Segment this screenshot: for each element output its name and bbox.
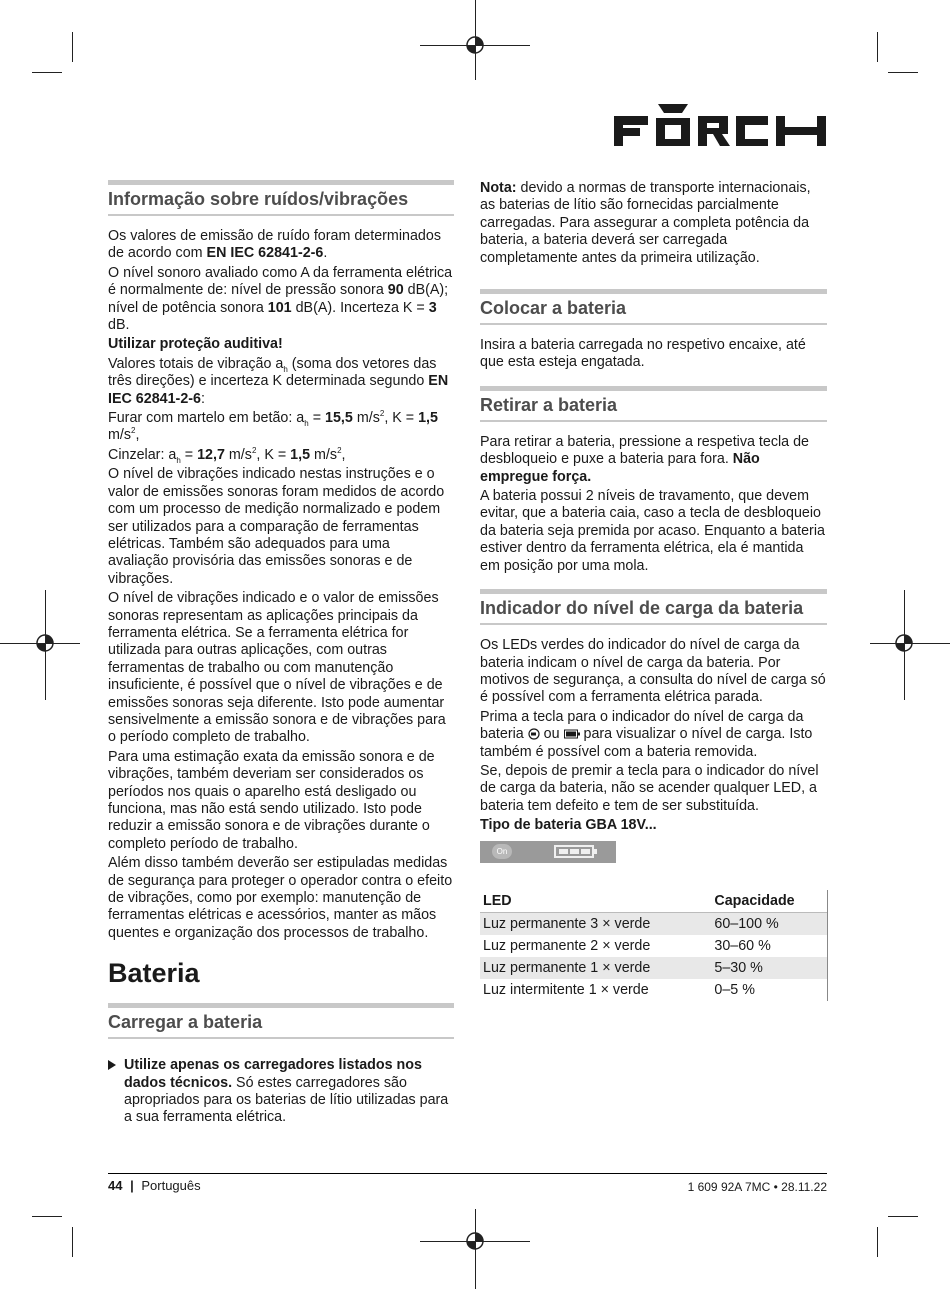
crop-mark xyxy=(72,32,73,62)
section-title: Informação sobre ruídos/vibrações xyxy=(108,189,409,209)
footer-rule xyxy=(108,1173,827,1174)
warning-text: Utilizar proteção auditiva! xyxy=(108,336,283,353)
charge-indicator-button-icon xyxy=(528,728,540,740)
section-remove-battery xyxy=(480,386,827,422)
table-header: Capacidade xyxy=(714,890,827,913)
section-noise-vibration xyxy=(108,180,454,216)
paragraph: A bateria possui 2 níveis de travamento, que devem evitar, que a bateria caia, caso a tecla de desbloqueio da bateria seja premida por acaso. Enquanto a bateria estiver dentro da ferramenta elétrica, ela é mantida em posição por uma mola. xyxy=(480,488,825,574)
crop-mark xyxy=(72,1227,73,1257)
paragraph: Os LEDs verdes do indicador do nível de carga da bateria indicam o nível de carga da bateria. Por motivos de segurança, a consulta do nível de carga só é possível com a ferramenta elétrica parada. xyxy=(480,637,826,706)
crop-mark xyxy=(32,72,62,73)
section-title: Colocar a bateria xyxy=(480,298,627,319)
bullet-item: Utilize apenas os carregadores listados nos dados técnicos. Só estes carregadores são apropriados para os baterias de lítio utilizadas para a sua ferramenta elétrica. xyxy=(108,1057,454,1127)
divider xyxy=(480,623,827,625)
battery-cell xyxy=(559,849,568,854)
table-row xyxy=(480,912,827,935)
right-column xyxy=(480,180,827,1001)
crop-mark xyxy=(877,1227,878,1257)
battery-level-icon xyxy=(554,845,594,858)
section-title: Retirar a bateria xyxy=(480,394,618,415)
paragraph: Além disso também deverão ser estipuladas medidas de segurança para proteger o operador contra o efeito de vibrações, como por exemplo: manutenção de ferramentas elétricas e acessórios, manter as mãos quentes e organização dos processos de trabalho. xyxy=(108,855,453,941)
paragraph: Prima a tecla para o indicador do nível de carga da bateria ou para visualizar o nível de carga. Isto também é possível com a bateria removida. xyxy=(480,708,813,760)
paragraph: Para retirar a bateria, pressione a respetiva tecla de desbloqueio e puxe a bateria para fora. Não empregue força. xyxy=(480,433,810,485)
divider xyxy=(480,323,827,325)
section-charge-indicator xyxy=(480,589,827,625)
crop-mark xyxy=(888,1216,918,1217)
battery-cell xyxy=(581,849,590,854)
battery-cell xyxy=(570,849,579,854)
note-paragraph: Nota: devido a normas de transporte internacionais, as baterias de lítio são fornecidas parcialmente carregadas. Para assegurar a completa potência da bateria, a bateria deverá ser carregada completamente antes da primeira utilização. xyxy=(480,180,811,266)
forch-logo xyxy=(614,104,826,148)
table-header-row xyxy=(480,890,827,913)
page-number: 44 xyxy=(108,1178,123,1193)
divider xyxy=(108,214,454,216)
footer-doc-code: 1 609 92A 7MC • 28.11.22 xyxy=(687,1180,827,1194)
table-cell: Luz permanente 3 × verde xyxy=(480,912,714,935)
footer-language: Português xyxy=(141,1178,201,1193)
table-row xyxy=(480,979,827,1001)
table-row xyxy=(480,957,827,979)
table-cell: Luz intermitente 1 × verde xyxy=(483,981,649,998)
crop-mark xyxy=(32,1216,62,1217)
table-cell: Luz permanente 1 × verde xyxy=(480,957,714,979)
paragraph: Para uma estimação exata da emissão sonora e de vibrações, também deveriam ser considerados os períodos nos quais o aparelho está desligado ou funciona, mas não está sendo utilizado. Isto pode reduzir a emissão sonora e de vibrações durante o completo período de trabalho. xyxy=(108,748,435,852)
capacity-table xyxy=(480,890,827,1001)
battery-tip xyxy=(594,849,597,854)
left-column xyxy=(108,180,454,1129)
paragraph: Furar com martelo em betão: $a_h = 15,5$ $m/s^2$, K = 1,5 $m/s^2$, xyxy=(108,409,438,444)
table-cell: 60–100 % xyxy=(714,912,827,935)
registration-mark-icon xyxy=(893,632,915,654)
battery-icon xyxy=(564,729,580,739)
registration-mark-icon xyxy=(34,632,56,654)
paragraph: O nível sonoro avaliado como A da ferramenta elétrica é normalmente de: nível de pressão sonora 90 dB(A); nível de potência sonora 101 dB(A). Incerteza K = 3 dB. xyxy=(108,264,453,334)
paragraph: Os valores de emissão de ruído foram determinados de acordo com EN IEC 62841-2-6. xyxy=(108,228,441,262)
registration-mark-icon xyxy=(464,1230,486,1252)
table-cell: Luz permanente 2 × verde xyxy=(483,937,651,954)
on-button-icon: On xyxy=(492,844,512,859)
section-title: Carregar a bateria xyxy=(108,1012,263,1033)
table-header: LED xyxy=(480,890,714,913)
paragraph: Valores totais de vibração $a_h$ (soma dos vetores das três direções) e incerteza K determinada segundo EN IEC 62841-2-6: xyxy=(108,355,449,407)
divider xyxy=(480,420,827,422)
chapter-title: Bateria xyxy=(108,958,200,989)
table-cell: 0–5 % xyxy=(714,981,755,998)
paragraph: Insira a bateria carregada no respetivo encaixe, até que esta esteja engatada. xyxy=(480,337,806,371)
table-cell: 5–30 % xyxy=(714,957,827,979)
divider xyxy=(108,1037,454,1039)
paragraph: O nível de vibrações indicado e o valor de emissões sonoras representam as aplicações principais da ferramenta elétrica. Se a ferramenta elétrica for utilizada para outras aplicações, com outras ferramentas de trabalho ou com manutenção insuficiente, é possível que o nível de vibrações e de emissões sonoras seja diferente. Isto pode aumentar sensivelmente a emissão sonora e de vibrações para o período completo de trabalho. xyxy=(108,590,446,746)
section-charge-battery xyxy=(108,1003,454,1039)
charge-indicator-illustration xyxy=(480,841,616,863)
paragraph: Se, depois de premir a tecla para o indicador do nível de carga da bateria, não se acender qualquer LED, a bateria tem defeito e tem de ser substituída. xyxy=(480,762,819,814)
battery-type-label: Tipo de bateria GBA 18V... xyxy=(480,817,657,834)
triangle-bullet-icon xyxy=(108,1060,116,1070)
footer-separator: | xyxy=(130,1178,134,1193)
table-row xyxy=(480,935,827,957)
paragraph: O nível de vibrações indicado nestas instruções e o valor de emissões sonoras foram medidos de acordo com um processo de medição normalizado e podem ser utilizados para a comparação de ferramentas elétricas. Também são adequados para uma avaliação provisória das emissões sonoras e de vibrações. xyxy=(108,466,445,587)
section-title: Indicador do nível de carga da bateria xyxy=(480,598,804,619)
paragraph: Cinzelar: $a_h = 12,7$ $m/s^2$, K = 1,5 $m/s^2$, xyxy=(108,446,346,465)
registration-mark-icon xyxy=(464,34,486,56)
crop-mark xyxy=(877,32,878,62)
capacity-table-wrapper xyxy=(480,890,828,1001)
crop-mark xyxy=(888,72,918,73)
footer-left xyxy=(108,1178,201,1193)
section-insert-battery xyxy=(480,289,827,325)
table-cell: 30–60 % xyxy=(714,937,771,954)
